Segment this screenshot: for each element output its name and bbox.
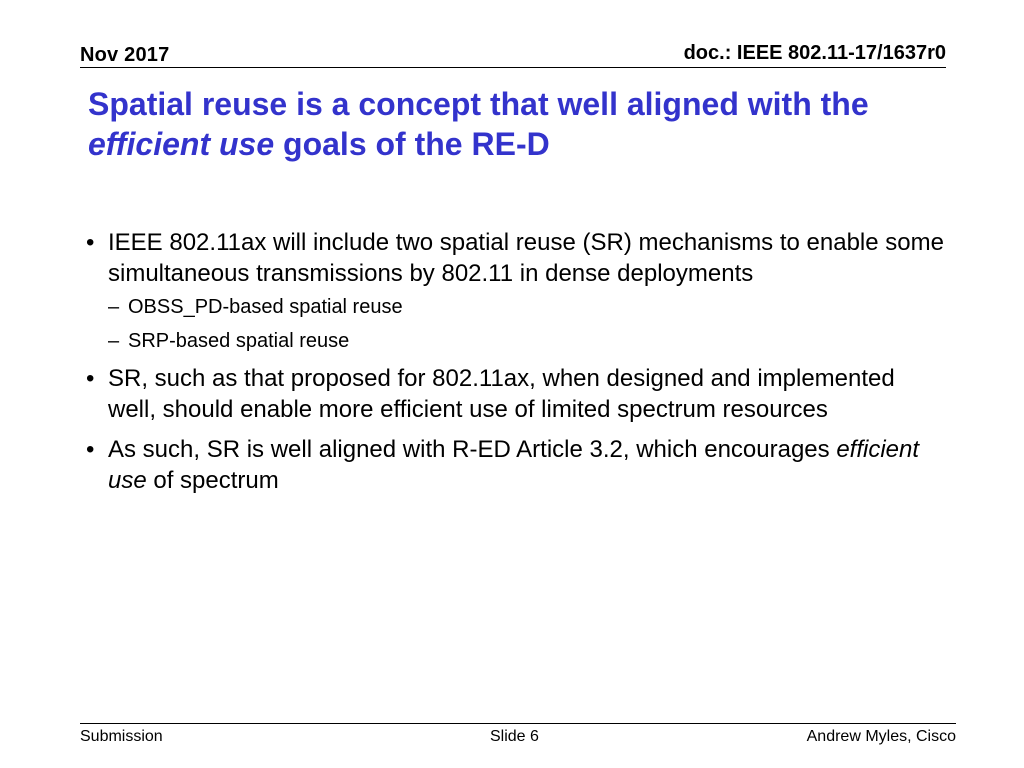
title-line-1: Spatial reuse is a concept that well aligned with the — [88, 86, 869, 122]
sub-bullet-item-1 — [108, 294, 946, 320]
footer-divider — [80, 723, 956, 724]
bullet-item-2 — [86, 363, 946, 425]
footer-author: Andrew Myles, Cisco — [806, 728, 956, 745]
sub-bullet-text: SRP-based spatial reuse — [128, 330, 350, 352]
footer-slide-number: Slide 6 — [490, 728, 539, 745]
header-date: Nov 2017 — [80, 44, 170, 66]
title-line-2-rest: goals of the RE-D — [274, 126, 550, 162]
header-doc-id: doc.: IEEE 802.11-17/1637r0 — [683, 42, 946, 64]
header-divider — [80, 67, 946, 68]
slide-title — [88, 84, 948, 164]
bullet-list — [86, 227, 946, 505]
bullet-dot-icon: • — [86, 436, 95, 463]
bullet-italic-phrase: efficient use — [108, 436, 920, 494]
footer-submission: Submission — [80, 728, 163, 745]
sub-bullet-list — [108, 294, 946, 354]
bullet-text: As such, SR is well aligned with R-ED Article 3.2, which encourages — [108, 436, 837, 463]
dash-icon: – — [108, 296, 120, 318]
sub-bullet-text: OBSS_PD-based spatial reuse — [128, 296, 403, 318]
sub-bullet-item-2 — [108, 328, 946, 354]
bullet-text-tail: of spectrum — [146, 467, 279, 494]
bullet-item-3 — [86, 434, 946, 496]
bullet-text: IEEE 802.11ax will include two spatial reuse (SR) mechanisms to enable some simultaneous transmissions by 802.11 in dense deployments — [108, 229, 944, 287]
bullet-dot-icon: • — [86, 365, 95, 392]
dash-icon: – — [108, 330, 120, 352]
bullet-item-1 — [86, 227, 946, 354]
bullet-dot-icon: • — [86, 229, 95, 256]
bullet-text: SR, such as that proposed for 802.11ax, when designed and implemented well, should enable more efficient use of limited spectrum resources — [108, 365, 895, 423]
title-italic-phrase: efficient use — [88, 126, 275, 162]
